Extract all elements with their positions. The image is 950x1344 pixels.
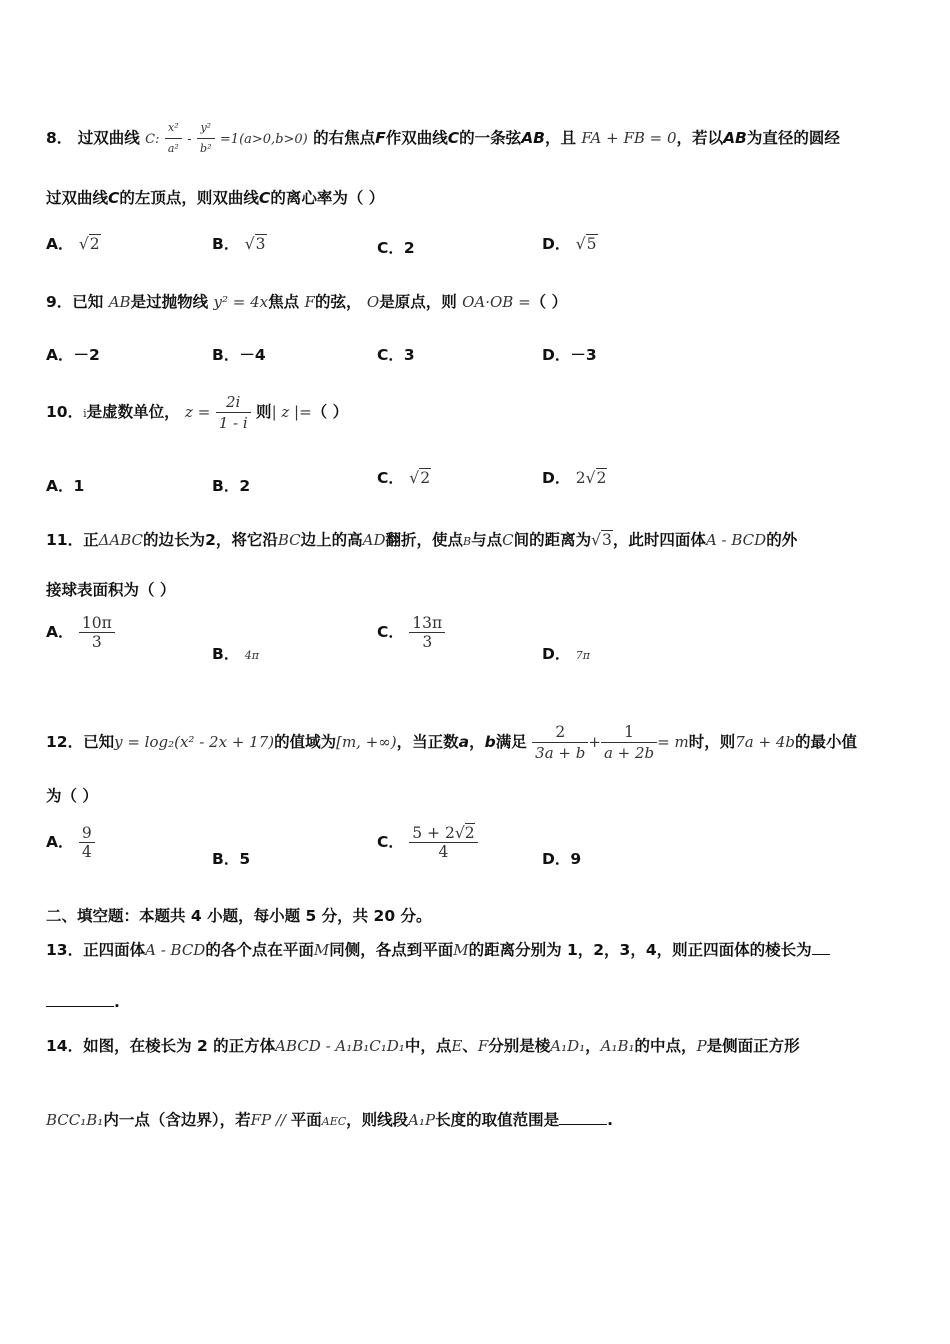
q8-line2 [46,188,384,208]
q8-text: 作双曲线 [385,129,448,147]
q12-frac-2 [601,722,657,763]
radicand: 2 [420,469,431,487]
frac-num: 9 [79,824,95,843]
q12-eq-m: = m [657,733,689,751]
frac-num: x² [165,118,182,139]
radicand: 5 [586,235,597,253]
option-value: 4π [244,649,259,662]
q14-A1P: A₁P [408,1111,436,1129]
q13-number: 13． [46,941,84,959]
option-fraction [409,614,445,651]
option-label: D． [542,469,571,487]
frac-num: 2i [216,392,251,413]
q10-line1 [46,392,348,433]
q12-text: 的值域为 [274,733,337,751]
answer-blank[interactable] [812,954,830,955]
q12-range: [m, +∞) [336,733,397,751]
q8-condition-tail: =1(a>0,b>0) [219,132,308,147]
frac-den: 4 [438,843,449,861]
option-fraction [79,824,95,861]
q10-text: （ ） [311,403,349,421]
q9-O: O [366,293,380,311]
q14-E: E [451,1037,463,1055]
frac-den: 3a + b [535,744,586,762]
option-value: 1 [73,477,85,495]
q8-condition: C: [145,132,160,147]
frac-den: a² [167,142,179,155]
q13-line1 [46,940,830,960]
q11-text: ，此时四面体 [612,531,706,549]
q12-line1 [46,722,857,763]
q8-AB: AB [521,129,545,147]
q9-line1 [46,292,567,312]
q9-option-a[interactable]: A．－2 [46,346,100,364]
q11-line1 [46,530,797,552]
q14-line1 [46,1036,800,1056]
answer-blank[interactable] [559,1124,607,1125]
q9-text: 是过抛物线 [130,293,209,311]
q8-minus: - [187,132,192,147]
q12-text: ，当正数 [396,733,459,751]
q12-text: 为（ ） [46,787,98,805]
frac-den: 3 [91,633,102,651]
q8-frac-x [165,118,182,159]
q13-M: M [313,941,330,959]
q11-text: 翻折，使点 [385,531,464,549]
q13-tetrahedron: A - BCD [145,941,206,959]
q9-option-d[interactable]: D．－3 [542,346,597,364]
q8-AB: AB [723,129,747,147]
frac-num: 1 [601,722,657,743]
q9-text: （ ） [530,293,568,311]
radicand: 2 [89,235,100,253]
option-value: 9 [570,850,582,868]
q11-C: C [502,531,514,549]
sqrt: √5 [575,235,597,253]
q11-number: 11． [46,531,84,549]
q12-option-a[interactable] [46,824,95,861]
q14-F: F [477,1037,489,1055]
q14-A1B1: A₁B₁ [600,1037,635,1055]
q14-text: 长度的取值范围是 [435,1111,560,1129]
q10-option-d[interactable] [542,466,607,488]
q14-text: 的中点， [634,1037,697,1055]
q11-tetrahedron: A - BCD [705,531,767,549]
q8-text: ，且 [545,129,577,147]
coefficient: 2 [575,469,586,487]
option-fraction [79,614,115,651]
q8-frac-y [197,118,214,159]
q9-F: F [304,293,315,311]
q10-text: 则 [256,403,272,421]
q11-text: 正 [83,531,99,549]
option-value: 7π [575,649,591,662]
q8-F: F [375,129,386,147]
q12-b: b [484,733,496,751]
option-label: B． [212,477,240,495]
q14-text: . [607,1111,614,1129]
q8-text: 为直径的圆经 [746,129,840,147]
section-heading: 二、填空题：本题共 4 小题，每小题 5 分，共 20 分。 [46,907,432,925]
q12-line2 [46,786,98,806]
option-label: D． [542,235,571,253]
q8-text: 的右焦点 [313,129,376,147]
radicand: 3 [255,235,266,253]
q14-A1D1: A₁D₁ [550,1037,586,1055]
q14-text: ，则线段 [346,1111,409,1129]
q12-a: a [458,733,470,751]
sqrt: √3 [591,531,612,549]
option-label: C． [377,469,404,487]
q9-text: 已知 [72,293,104,311]
q9-parabola: y² = 4x [213,293,269,311]
q12-option-b[interactable] [212,847,250,869]
q11-text: 与点 [471,531,503,549]
frac-num: 10π [79,614,115,633]
q13-text: 的各个点在平面 [205,941,314,959]
q13-M: M [453,941,469,959]
sqrt: √3 [244,235,266,253]
option-label: C． [377,833,404,851]
q10-text: 是虚数单位， [86,403,180,421]
option-label: B． [212,850,240,868]
option-label: C． [377,623,404,641]
radicand: 3 [602,531,612,549]
q11-option-d[interactable] [542,642,590,664]
q14-text: 如图，在棱长为 2 的正方体 [83,1037,276,1055]
q12-text: 时，则 [688,733,736,751]
q9-text: 焦点 [268,293,300,311]
q8-vector-eq: FA + FB = 0 [581,129,677,147]
q8-text: 过双曲线 [46,189,109,207]
q10-option-c[interactable] [377,466,431,488]
q10-number: 10． [46,403,84,421]
q9-dot-product: OA·OB = [462,293,531,311]
q9-option-c[interactable]: C．3 [377,346,415,364]
option-label: D． [542,850,571,868]
q14-text: 平面 [290,1111,322,1129]
sqrt: √2 [409,469,431,487]
q8-option-a[interactable] [46,232,101,254]
option-label: A． [46,833,74,851]
option-value: 2 [239,477,251,495]
q11-AD: AD [362,531,386,549]
q14-text: 中，点 [404,1037,452,1055]
q10-fraction [216,392,251,433]
q11-B: B [463,535,472,548]
q9-number: 9． [46,293,73,311]
q12-number: 12． [46,733,84,751]
q8-C: C [258,189,271,207]
q14-text: 内一点（含边界），若 [103,1111,251,1129]
q14-text: 、 [462,1037,478,1055]
q10-i: i [83,407,87,420]
q11-text: ，将它沿 [215,531,278,549]
q14-parallel: FP // [250,1111,291,1129]
frac-num: 5 + 2 [412,824,455,842]
radicand: 2 [464,824,475,842]
q14-text: ， [585,1037,601,1055]
q8-text: 过双曲线 [77,129,140,147]
option-label: A． [46,235,74,253]
frac-num: 2 [532,722,588,743]
answer-blank[interactable] [46,1006,114,1007]
q13-line2 [46,992,120,1012]
q11-option-a[interactable] [46,614,115,651]
q8-C: C [447,129,460,147]
q9-AB: AB [108,293,131,311]
q10-option-b[interactable] [212,474,250,496]
q8-C: C [108,189,120,207]
q11-triangle: ΔABC [98,531,144,549]
q10-option-a[interactable] [46,474,84,496]
q11-line2 [46,580,175,600]
q11-BC: BC [277,531,301,549]
q8-line1 [46,118,840,159]
frac-den: 1 - i [218,414,248,432]
option-value: 5 [239,850,251,868]
q8-text: 的离心率为（ ） [270,189,385,207]
option-label: B． [212,235,240,253]
option-label: B． [212,645,240,663]
option-label: A． [46,623,74,641]
q13-text: 正四面体 [83,941,146,959]
radicand: 2 [596,469,607,487]
q12-text: ， [469,733,485,751]
option-fraction: $\frac{5 + 2√2}{4}$ [409,824,477,861]
q14-cube: ABCD - A₁B₁C₁D₁ [275,1037,405,1055]
q14-number: 14． [46,1037,84,1055]
sqrt: 2√2 [575,469,607,487]
q12-option-d[interactable] [542,847,581,869]
q14-text: 是侧面正方形 [706,1037,800,1055]
q12-function: y = log₂(x² - 2x + 17) [114,733,275,751]
q14-AEC: AEC [321,1115,347,1128]
q12-text: 满足 [495,733,527,751]
frac-den: 4 [81,843,92,861]
q12-text: 已知 [83,733,115,751]
q12-expr: 7a + 4b [735,733,795,751]
q14-text: 分别是棱 [488,1037,551,1055]
q14-line2 [46,1110,613,1132]
q8-text: 的左顶点，则双曲线 [119,189,259,207]
option-label: A． [46,477,74,495]
q12-text: 的最小值 [794,733,857,751]
q12-plus: + [588,733,601,751]
frac-num: y² [197,118,214,139]
q12-frac-1 [532,722,588,763]
frac-den: 3 [422,633,433,651]
q8-number: 8． [46,129,73,147]
q12-option-c[interactable] [377,824,478,861]
q11-text: 边上的高 [300,531,363,549]
sqrt: √2 [78,235,100,253]
q10-abs: | z |= [271,403,312,421]
frac-num: 13π [409,614,445,633]
q13-text: 的距离分别为 1，2，3，4，则正四面体的棱长为 [468,941,812,959]
q14-P: P [696,1037,707,1055]
q13-text: . [114,993,120,1011]
q8-option-c[interactable] [377,236,415,258]
q11-text: 间的距离为 [513,531,592,549]
q10-z: z = [185,403,211,421]
q14-face: BCC₁B₁ [46,1111,104,1129]
q9-option-b[interactable]: B．－4 [212,346,266,364]
q9-text: 是原点，则 [379,293,457,311]
option-label: D． [542,645,571,663]
q8-text: 的一条弦 [459,129,522,147]
q11-option-c[interactable] [377,614,445,651]
q11-text: 的边长为 [143,531,206,549]
frac-den: a + 2b [603,744,655,762]
q8-option-d[interactable] [542,232,598,254]
q8-text: ，若以 [676,129,724,147]
option-label: C． [377,239,404,257]
q13-text: 同侧，各点到平面 [329,941,454,959]
q11-option-b[interactable] [212,642,259,664]
frac-den: b² [200,142,212,155]
q11-value: 2 [205,531,216,549]
q11-text: 的外 [766,531,798,549]
option-value: 2 [403,239,415,257]
q11-text: 接球表面积为（ ） [46,581,176,599]
q8-option-b[interactable] [212,232,267,254]
q9-text: 的弦， [314,293,362,311]
